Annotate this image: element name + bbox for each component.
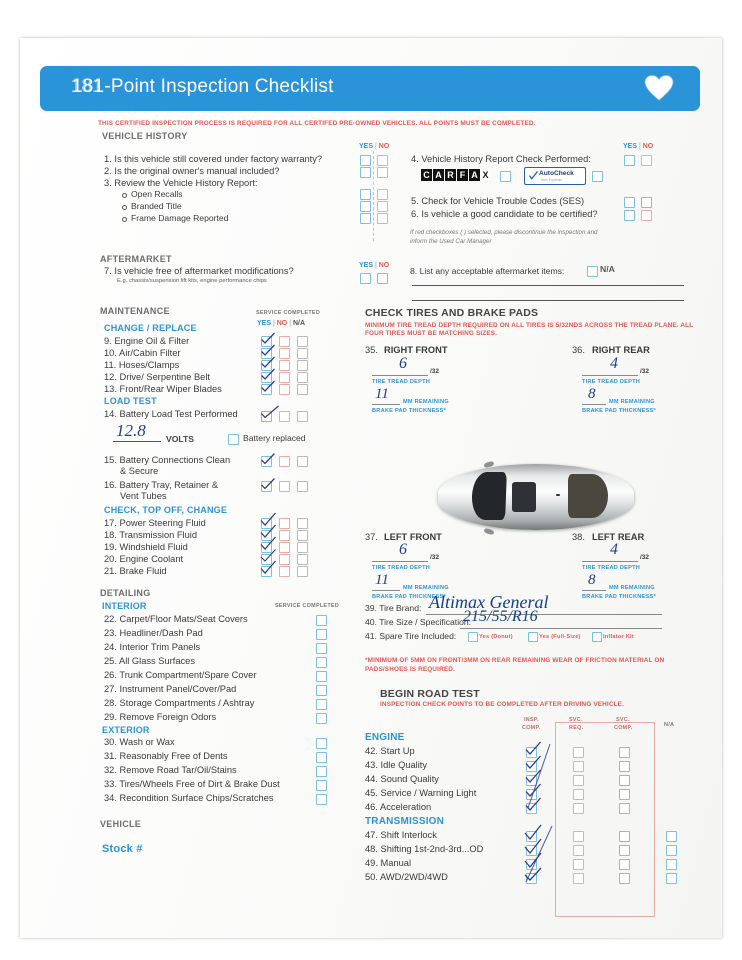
vh-open-recalls-yes-checkbox[interactable] (360, 189, 371, 200)
am-write-line-2[interactable] (412, 300, 684, 301)
mt-item-15: 15. Battery Connections Clean (104, 455, 231, 465)
vh-column-divider (373, 151, 374, 241)
mt-item-13: 13. Front/Rear Wiper Blades (104, 384, 222, 394)
mt-item-11: 11. Hoses/Clamps (104, 360, 180, 370)
mt-item-9: 9. Engine Oil & Filter (104, 336, 190, 346)
car-rear-glass (568, 474, 608, 518)
vh-branded-title-yes-checkbox[interactable] (360, 201, 371, 212)
vh-item-5-no-checkbox[interactable] (641, 197, 652, 208)
rt-item-48-svc-req-checkbox[interactable] (573, 845, 584, 856)
mt-item-18-yes-checkbox[interactable] (261, 530, 272, 541)
mt-item-15-no-checkbox[interactable] (279, 456, 290, 467)
mt-item-21-na-checkbox[interactable] (297, 566, 308, 577)
vh-item-5-yes-checkbox[interactable] (624, 197, 635, 208)
dt-item-25: 25. All Glass Surfaces (104, 656, 195, 666)
page-title-rest: -Point Inspection Checklist (104, 76, 334, 97)
header-banner (40, 66, 700, 111)
rt-item-47-insp-checkbox[interactable] (526, 831, 537, 842)
tire-38-denom: /32 (640, 554, 650, 561)
rt-item-50-svc-comp-checkbox[interactable] (619, 873, 630, 884)
battery-volts-label: VOLTS (166, 434, 195, 444)
vh-item-1-yes-checkbox[interactable] (360, 155, 371, 166)
col-na-label: N/A (664, 722, 675, 728)
rt-item-44-svc-req-checkbox[interactable] (573, 775, 584, 786)
tire-35-denom: /32 (430, 368, 440, 375)
col-svc-comp-l2: COMP. (614, 725, 633, 731)
dt-item-33: 33. Tires/Wheels Free of Dirt & Brake Dust (104, 779, 280, 789)
carfax-checkbox[interactable] (500, 171, 511, 182)
mt-item-18: 18. Transmission Fluid (104, 530, 198, 540)
dt-item-30-checkbox[interactable] (316, 738, 327, 749)
am-item-7-note: E.g. chassis/suspension lift kits, engine performance chips (117, 278, 267, 284)
dt-item-27-checkbox[interactable] (316, 685, 327, 696)
dt-item-23: 23. Headliner/Dash Pad (104, 628, 203, 638)
vh-item-6-no-checkbox[interactable] (641, 210, 652, 221)
spare-tire-row: 41. Spare Tire Included: (365, 631, 457, 641)
am-divider: | (374, 262, 377, 269)
autocheck-name: AutoCheck (539, 170, 574, 177)
dt-item-30: 30. Wash or Wax (104, 737, 175, 747)
tire-36-name: RIGHT REAR (592, 345, 650, 355)
subsection-load-test: LOAD TEST (104, 396, 157, 406)
tire-38-name: LEFT REAR (592, 532, 645, 542)
spare-fullsize-checkbox[interactable] (528, 632, 538, 642)
col-insp-comp-l1: INSP. (524, 717, 539, 723)
tire-38-num: 38. (572, 532, 585, 542)
tire-38-pad-value: 8 (588, 572, 596, 588)
tire-36-denom: /32 (640, 368, 650, 375)
mt-item-12: 12. Drive/ Serpentine Belt (104, 372, 210, 382)
carfax-logo: C A R F A X (421, 169, 490, 181)
tire-size-underline (460, 628, 662, 629)
section-heading-vehicle-history: VEHICLE HISTORY (102, 131, 188, 141)
vh-subitem-open-recalls: Open Recalls (131, 189, 183, 199)
mt-item-20-na-checkbox[interactable] (297, 554, 308, 565)
heart-icon (644, 74, 674, 102)
subsection-interior: INTERIOR (102, 601, 147, 611)
vh-item-4-no-checkbox[interactable] (641, 155, 652, 166)
tire-35-tread-underline (372, 375, 428, 376)
mt-item-17-yes-checkbox[interactable] (261, 518, 272, 529)
section-heading-detailing: DETAILING (100, 588, 151, 598)
vhr-no-label: NO (642, 143, 654, 150)
tire-36-tread-value: 4 (610, 355, 618, 372)
am-item-7: 7. Is vehicle free of aftermarket modifications? (104, 266, 294, 276)
tire-36-pad-value: 8 (588, 386, 596, 402)
mt-item-10-yes-checkbox[interactable] (261, 348, 272, 359)
spare-inflator-label: Inflator Kit (603, 634, 634, 640)
dt-item-22-checkbox[interactable] (316, 615, 327, 626)
dt-item-33-checkbox[interactable] (316, 780, 327, 791)
mt-item-10: 10. Air/Cabin Filter (104, 348, 181, 358)
rt-item-50-insp-checkbox[interactable] (526, 873, 537, 884)
subsection-exterior: EXTERIOR (102, 725, 150, 735)
rt-item-48-svc-comp-checkbox[interactable] (619, 845, 630, 856)
vh-frame-damage-no-checkbox[interactable] (377, 213, 388, 224)
vh-subitem-frame-damage: Frame Damage Reported (131, 213, 229, 223)
tire-35-pad-underline (372, 404, 400, 405)
tire-36-pad-label: BRAKE PAD THICKNESS* (582, 408, 656, 414)
mt-item-14-no-checkbox[interactable] (279, 411, 290, 422)
rt-item-46-svc-req-checkbox[interactable] (573, 803, 584, 814)
rt-item-43: 43. Idle Quality (365, 760, 428, 770)
dt-item-24-checkbox[interactable] (316, 643, 327, 654)
dt-item-32-checkbox[interactable] (316, 766, 327, 777)
brake-footnote-line2: PADS/SHOES IS REQUIRED. (365, 666, 455, 673)
dt-item-24: 24. Interior Trim Panels (104, 642, 201, 652)
mt-item-10-no-checkbox[interactable] (279, 348, 290, 359)
mt-col-yes: YES (257, 320, 272, 327)
mt-item-15-yes-checkbox[interactable] (261, 456, 272, 467)
tire-35-pad-label: BRAKE PAD THICKNESS* (372, 408, 446, 414)
mt-item-14: 14. Battery Load Test Performed (104, 409, 238, 419)
rt-item-49-na-checkbox[interactable] (666, 859, 677, 870)
rt-item-46: 46. Acceleration (365, 802, 432, 812)
mt-item-12-no-checkbox[interactable] (279, 372, 290, 383)
dt-item-27: 27. Instrument Panel/Cover/Pad (104, 684, 237, 694)
tire-37-pad-label: BRAKE PAD THICKNESS* (372, 594, 446, 600)
tire-size-row: 40. Tire Size / Specification: (365, 617, 472, 627)
vh-sub-bullet-2 (122, 205, 127, 210)
dt-item-34-checkbox[interactable] (316, 794, 327, 805)
vh-item-2: 2. Is the original owner's manual included? (104, 166, 280, 176)
am-write-line-1[interactable] (412, 285, 684, 286)
vh-item-1: 1. Is this vehicle still covered under factory warranty? (104, 154, 323, 164)
rt-item-49-insp-checkbox[interactable] (526, 859, 537, 870)
mt-item-9-no-checkbox[interactable] (279, 336, 290, 347)
spare-inflator-checkbox[interactable] (592, 632, 602, 642)
rt-item-45-svc-req-checkbox[interactable] (573, 789, 584, 800)
vh-frame-damage-yes-checkbox[interactable] (360, 213, 371, 224)
mt-item-19-yes-checkbox[interactable] (261, 542, 272, 553)
vh-subitem-branded-title: Branded Title (131, 201, 182, 211)
vh-branded-title-no-checkbox[interactable] (377, 201, 388, 212)
certification-notice: THIS CERTIFIED INSPECTION PROCESS IS REQUIRED FOR ALL CERTIFED PRE-OWNED VEHICLES. ALL POINTS MUST BE COMPLETED. (98, 120, 536, 127)
mt-item-14-yes-checkbox[interactable] (261, 411, 272, 422)
tire-warning-line2: FOUR TIRES MUST BE MATCHING SIZES. (365, 330, 498, 337)
rt-item-47-svc-comp-checkbox[interactable] (619, 831, 630, 842)
tire-35-name: RIGHT FRONT (384, 345, 448, 355)
tire-36-num: 36. (572, 345, 585, 355)
spare-donut-checkbox[interactable] (468, 632, 478, 642)
subsection-transmission: TRANSMISSION (365, 816, 445, 827)
mt-item-20-yes-checkbox[interactable] (261, 554, 272, 565)
mt-div-2: | (289, 320, 292, 327)
vh-yes-label: YES (359, 143, 374, 150)
rt-item-49-svc-comp-checkbox[interactable] (619, 859, 630, 870)
tire-38-tread-value: 4 (610, 541, 618, 558)
dt-item-29: 29. Remove Foreign Odors (104, 712, 217, 722)
mt-item-11-no-checkbox[interactable] (279, 360, 290, 371)
rt-item-46-insp-checkbox[interactable] (526, 803, 537, 814)
vh-item-4-yes-checkbox[interactable] (624, 155, 635, 166)
red-checkbox-disclaimer-line2: inform the Used Car Manager (410, 238, 492, 245)
tire-38-pad-underline (582, 590, 606, 591)
brake-footnote-line1: *MINIMUM OF 5MM ON FRONT/3MM ON REAR REMAINING WEAR OF FRICTION MATERIAL ON (365, 657, 665, 664)
mt-item-20-no-checkbox[interactable] (279, 554, 290, 565)
am-na-label: N/A (600, 264, 615, 274)
section-heading-maintenance: MAINTENANCE (100, 306, 170, 316)
dt-item-26: 26. Trunk Compartment/Spare Cover (104, 670, 257, 680)
tire-37-tread-label: TIRE TREAD DEPTH (372, 565, 431, 571)
mt-item-12-yes-checkbox[interactable] (261, 372, 272, 383)
vh-item-1-no-checkbox[interactable] (377, 155, 388, 166)
tire-37-denom: /32 (430, 554, 440, 561)
vh-open-recalls-no-checkbox[interactable] (377, 189, 388, 200)
dt-item-34: 34. Recondition Surface Chips/Scratches (104, 793, 274, 803)
battery-replaced-label: Battery replaced (243, 433, 306, 443)
rt-item-50-svc-req-checkbox[interactable] (573, 873, 584, 884)
page-title (72, 76, 334, 98)
mt-item-17: 17. Power Steering Fluid (104, 518, 206, 528)
rt-item-42: 42. Start Up (365, 746, 415, 756)
rt-item-50: 50. AWD/2WD/4WD (365, 872, 448, 882)
rt-item-45: 45. Service / Warning Light (365, 788, 477, 798)
mt-item-10-na-checkbox[interactable] (297, 348, 308, 359)
service-columns-outline (555, 722, 655, 917)
rt-item-42-svc-req-checkbox[interactable] (573, 747, 584, 758)
tire-37-tread-value: 6 (399, 541, 407, 558)
mt-div-1: | (272, 320, 275, 327)
rt-item-43-svc-req-checkbox[interactable] (573, 761, 584, 772)
inspection-form-page (20, 38, 722, 938)
mt-col-no: NO (276, 320, 288, 327)
tire-brand-row: 39. Tire Brand: (365, 603, 422, 613)
tire-38-tread-underline (582, 561, 638, 562)
section-heading-road-test: BEGIN ROAD TEST (380, 688, 480, 700)
autocheck-check-icon (529, 171, 538, 180)
spare-donut-label: Yes (Donut) (479, 634, 513, 640)
mt-item-9-yes-checkbox[interactable] (261, 336, 272, 347)
dt-item-26-checkbox[interactable] (316, 671, 327, 682)
detailing-service-completed-label: SERVICE COMPLETED (275, 603, 340, 609)
mt-item-15-na-checkbox[interactable] (297, 456, 308, 467)
col-svc-req-l2: REQ. (569, 725, 584, 731)
mt-item-13-no-checkbox[interactable] (279, 384, 290, 395)
tire-35-mm-label: MM REMAINING (403, 399, 449, 405)
mt-item-19-no-checkbox[interactable] (279, 542, 290, 553)
tire-36-tread-underline (582, 375, 638, 376)
tire-38-tread-label: TIRE TREAD DEPTH (582, 565, 641, 571)
am-no-label: NO (378, 262, 390, 269)
rt-item-49-svc-req-checkbox[interactable] (573, 859, 584, 870)
vh-sub-bullet-3 (122, 217, 127, 222)
dt-item-23-checkbox[interactable] (316, 629, 327, 640)
spare-fullsize-label: Yes (Full-Size) (539, 634, 581, 640)
battery-volts-value: 12.8 (116, 421, 146, 440)
mt-item-19-na-checkbox[interactable] (297, 542, 308, 553)
mt-item-14-na-checkbox[interactable] (297, 411, 308, 422)
tire-35-num: 35. (365, 345, 378, 355)
autocheck-checkbox[interactable] (592, 171, 603, 182)
tire-37-num: 37. (365, 532, 378, 542)
mt-item-19: 19. Windshield Fluid (104, 542, 188, 552)
rt-item-49: 49. Manual (365, 858, 412, 868)
tire-36-tread-label: TIRE TREAD DEPTH (582, 379, 641, 385)
rt-item-46-svc-comp-checkbox[interactable] (619, 803, 630, 814)
mt-item-11-yes-checkbox[interactable] (261, 360, 272, 371)
maintenance-service-completed-label: SERVICE COMPLETED (256, 310, 321, 316)
vh-divider: | (374, 143, 377, 150)
rt-item-48: 48. Shifting 1st-2nd-3rd...OD (365, 844, 484, 854)
mt-item-16-line2: Vent Tubes (120, 491, 167, 501)
rt-item-47: 47. Shift Interlock (365, 830, 437, 840)
dt-item-31: 31. Reasonably Free of Dents (104, 751, 228, 761)
dt-item-22: 22. Carpet/Floor Mats/Seat Covers (104, 614, 248, 624)
dt-item-32: 32. Remove Road Tar/Oil/Stains (104, 765, 237, 775)
dt-item-31-checkbox[interactable] (316, 752, 327, 763)
mt-item-21-no-checkbox[interactable] (279, 566, 290, 577)
tire-36-mm-label: MM REMAINING (609, 399, 655, 405)
mt-item-20: 20. Engine Coolant (104, 554, 184, 564)
vh-item-4: 4. Vehicle History Report Check Performed: (411, 154, 591, 164)
red-checkbox-disclaimer-line1: If red checkboxes ( ) selected, please discontinue the inspection and (410, 229, 598, 236)
am-item-7-no-checkbox[interactable] (377, 273, 388, 284)
autocheck-subtitle: from Experian (541, 177, 563, 182)
tire-37-pad-value: 11 (375, 572, 389, 588)
mt-item-13-yes-checkbox[interactable] (261, 384, 272, 395)
battery-replaced-checkbox[interactable] (228, 434, 239, 445)
am-item-7-yes-checkbox[interactable] (360, 273, 371, 284)
dt-item-25-checkbox[interactable] (316, 657, 327, 668)
col-svc-req-l1: SVC. (569, 717, 583, 723)
tire-38-mm-label: MM REMAINING (609, 585, 655, 591)
vh-item-3: 3. Review the Vehicle History Report: (104, 178, 258, 188)
am-yes-label: YES (359, 262, 374, 269)
vh-item-2-no-checkbox[interactable] (377, 167, 388, 178)
road-test-subheading: INSPECTION CHECK POINTS TO BE COMPLETED AFTER DRIVING VEHICLE. (380, 701, 624, 708)
mt-item-16: 16. Battery Tray, Retainer & (104, 480, 219, 490)
subsection-check-top-off: CHECK, TOP OFF, CHANGE (104, 505, 228, 515)
dt-item-29-checkbox[interactable] (316, 713, 327, 724)
vehicle-top-view-image (420, 450, 650, 545)
am-item-8-na-checkbox[interactable] (587, 266, 598, 277)
rt-item-44-svc-comp-checkbox[interactable] (619, 775, 630, 786)
section-heading-aftermarket: AFTERMARKET (100, 254, 172, 264)
rt-item-44-insp-checkbox[interactable] (526, 775, 537, 786)
rt-item-47-na-checkbox[interactable] (666, 831, 677, 842)
rt-item-47-svc-req-checkbox[interactable] (573, 831, 584, 842)
dt-item-28-checkbox[interactable] (316, 699, 327, 710)
mt-item-16-na-checkbox[interactable] (297, 481, 308, 492)
tire-warning-line1: MINIMUM TIRE TREAD DEPTH REQUIRED ON ALL TIRES IS 5/32NDS ACROSS THE TREAD PLANE. ALL (365, 322, 694, 329)
section-heading-tires: CHECK TIRES AND BRAKE PADS (365, 307, 539, 319)
car-mirror-right (483, 528, 494, 536)
tire-37-pad-underline (372, 590, 400, 591)
tire-brand-underline (426, 614, 662, 615)
vh-item-2-yes-checkbox[interactable] (360, 167, 371, 178)
rt-item-43-insp-checkbox[interactable] (526, 761, 537, 772)
car-antenna (556, 494, 560, 496)
vh-item-6-yes-checkbox[interactable] (624, 210, 635, 221)
mt-item-17-na-checkbox[interactable] (297, 518, 308, 529)
rt-item-45-svc-comp-checkbox[interactable] (619, 789, 630, 800)
mt-item-21-yes-checkbox[interactable] (261, 566, 272, 577)
am-item-8: 8. List any acceptable aftermarket items: (410, 266, 565, 276)
rt-item-43-svc-comp-checkbox[interactable] (619, 761, 630, 772)
mt-item-13-na-checkbox[interactable] (297, 384, 308, 395)
stock-number-label: Stock # (102, 843, 143, 855)
tire-35-pad-value: 11 (375, 386, 389, 402)
tire-brand-value: Altimax General (429, 592, 549, 612)
mt-item-11-na-checkbox[interactable] (297, 360, 308, 371)
subsection-engine: ENGINE (365, 732, 405, 743)
rt-item-45-insp-checkbox[interactable] (526, 789, 537, 800)
mt-item-16-no-checkbox[interactable] (279, 481, 290, 492)
vh-sub-bullet-1 (122, 193, 127, 198)
vh-item-6: 6. Is vehicle a good candidate to be certified? (411, 209, 598, 219)
tire-35-tread-label: TIRE TREAD DEPTH (372, 379, 431, 385)
mt-item-16-yes-checkbox[interactable] (261, 481, 272, 492)
tire-37-mm-label: MM REMAINING (403, 585, 449, 591)
dt-item-28: 28. Storage Compartments / Ashtray (104, 698, 255, 708)
tire-35-tread-value: 6 (399, 355, 407, 372)
vhr-yes-label: YES (623, 143, 638, 150)
rt-item-42-insp-checkbox[interactable] (526, 747, 537, 758)
subsection-change-replace: CHANGE / REPLACE (104, 323, 197, 333)
rt-item-42-svc-comp-checkbox[interactable] (619, 747, 630, 758)
tire-37-name: LEFT FRONT (384, 532, 442, 542)
mt-item-9-na-checkbox[interactable] (297, 336, 308, 347)
tire-size-value: 215/55/R16 (463, 608, 538, 625)
tire-37-tread-underline (372, 561, 428, 562)
col-svc-comp-l1: SVC. (616, 717, 630, 723)
mt-item-17-no-checkbox[interactable] (279, 518, 290, 529)
rt-item-44: 44. Sound Quality (365, 774, 439, 784)
autocheck-logo (524, 167, 586, 185)
tire-36-pad-underline (582, 404, 606, 405)
rt-item-50-na-checkbox[interactable] (666, 873, 677, 884)
page-title-digits: 181 181 (72, 76, 104, 97)
vh-no-label: NO (378, 143, 390, 150)
battery-volts-underline (113, 441, 161, 442)
section-heading-vehicle: VEHICLE (100, 819, 142, 829)
tire-38-pad-label: BRAKE PAD THICKNESS* (582, 594, 656, 600)
mt-col-na: N/A (292, 320, 306, 327)
col-insp-comp-l2: COMP. (522, 725, 541, 731)
rt-item-48-na-checkbox[interactable] (666, 845, 677, 856)
mt-item-21: 21. Brake Fluid (104, 566, 167, 576)
rt-item-48-insp-checkbox[interactable] (526, 845, 537, 856)
mt-item-15-line2: & Secure (120, 466, 159, 476)
vh-item-5: 5. Check for Vehicle Trouble Codes (SES) (411, 196, 585, 206)
mt-item-18-na-checkbox[interactable] (297, 530, 308, 541)
car-roof-panel (512, 482, 536, 512)
vhr-divider: | (638, 143, 641, 150)
car-windshield (471, 472, 507, 520)
mt-item-12-na-checkbox[interactable] (297, 372, 308, 383)
mt-item-18-no-checkbox[interactable] (279, 530, 290, 541)
